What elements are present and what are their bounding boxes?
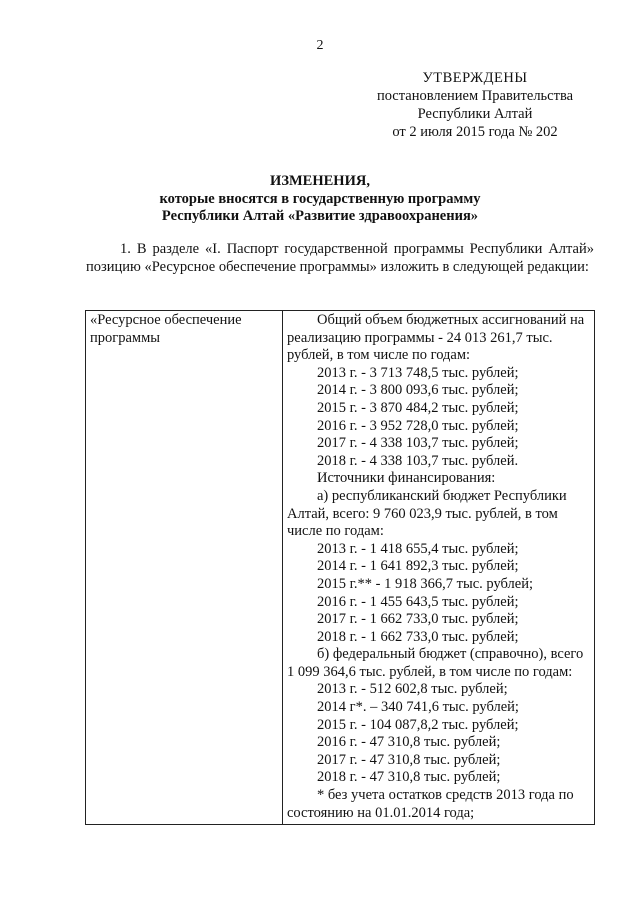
year-line: 2015 г. - 104 087,8,2 тыс. рублей; [317, 716, 519, 733]
heading-title: ИЗМЕНЕНИЯ, [270, 173, 370, 189]
year-line: 2016 г. - 3 952 728,0 тыс. рублей; [317, 417, 519, 434]
year-line: 2017 г. - 1 662 733,0 тыс. рублей; [317, 611, 519, 628]
approval-line: постановлением Правительства [376, 88, 574, 104]
heading-subtitle: Республики Алтай «Развитие здравоохранения» [161, 208, 479, 224]
resource-table [85, 310, 595, 825]
table-cell-content [283, 311, 595, 825]
approval-title: УТВЕРЖДЕНЫ [422, 70, 528, 86]
year-line: 2014 г. - 3 800 093,6 тыс. рублей; [317, 382, 519, 399]
year-line: 2013 г. - 1 418 655,4 тыс. рублей; [317, 540, 519, 557]
year-line: 2015 г. - 3 870 484,2 тыс. рублей; [317, 399, 519, 416]
year-line: 2018 г. - 47 310,8 тыс. рублей; [317, 769, 501, 786]
row-label: «Ресурсное обеспечение программы [90, 312, 242, 346]
year-line: 2015 г.** - 1 918 366,7 тыс. рублей; [317, 575, 533, 592]
footnote: * без учета остатков средств 2013 года по состоянию на 01.01.2014 года; [287, 787, 574, 821]
intro-text: 1. В разделе «I. Паспорт государственной программы Республики Алтай» позицию «Ресурсное обеспечение программы» изложить в следующей редакции: [86, 241, 594, 275]
year-line: 2013 г. - 3 713 748,5 тыс. рублей; [317, 364, 519, 381]
table-cell-label [86, 311, 283, 825]
sources-title: Источники финансирования: [317, 470, 496, 487]
approval-line: Республики Алтай [417, 106, 533, 122]
year-line: 2018 г. - 1 662 733,0 тыс. рублей; [317, 628, 519, 645]
year-line: 2017 г. - 4 338 103,7 тыс. рублей; [317, 435, 519, 452]
year-line: 2016 г. - 47 310,8 тыс. рублей; [317, 734, 501, 751]
year-line: 2014 г*. – 340 741,6 тыс. рублей; [317, 699, 519, 716]
year-line: 2016 г. - 1 455 643,5 тыс. рублей; [317, 593, 519, 610]
federal-text: б) федеральный бюджет (справочно), всего 1 099 364,6 тыс. рублей, в том числе по годам: [287, 646, 584, 680]
year-line: 2017 г. - 47 310,8 тыс. рублей; [317, 751, 501, 768]
total-text: Общий объем бюджетных ассигнований на реализацию программы - 24 013 261,7 тыс. рублей, в том числе по годам: [287, 312, 585, 364]
table-row [86, 311, 595, 825]
year-line: 2013 г. - 512 602,8 тыс. рублей; [317, 681, 508, 698]
year-line: 2018 г. - 4 338 103,7 тыс. рублей. [317, 452, 519, 469]
document-heading [0, 173, 640, 226]
heading-subtitle: которые вносятся в государственную программу [159, 190, 481, 207]
approval-date: от 2 июля 2015 года № 202 [392, 124, 558, 140]
republic-text: а) республиканский бюджет Республики Алтай, всего: 9 760 023,9 тыс. рублей, в том числе по годам: [287, 487, 567, 540]
year-line: 2014 г. - 1 641 892,3 тыс. рублей; [317, 558, 519, 575]
approval-block [360, 69, 590, 141]
intro-paragraph [86, 240, 594, 276]
page-number: 2 [316, 38, 324, 53]
